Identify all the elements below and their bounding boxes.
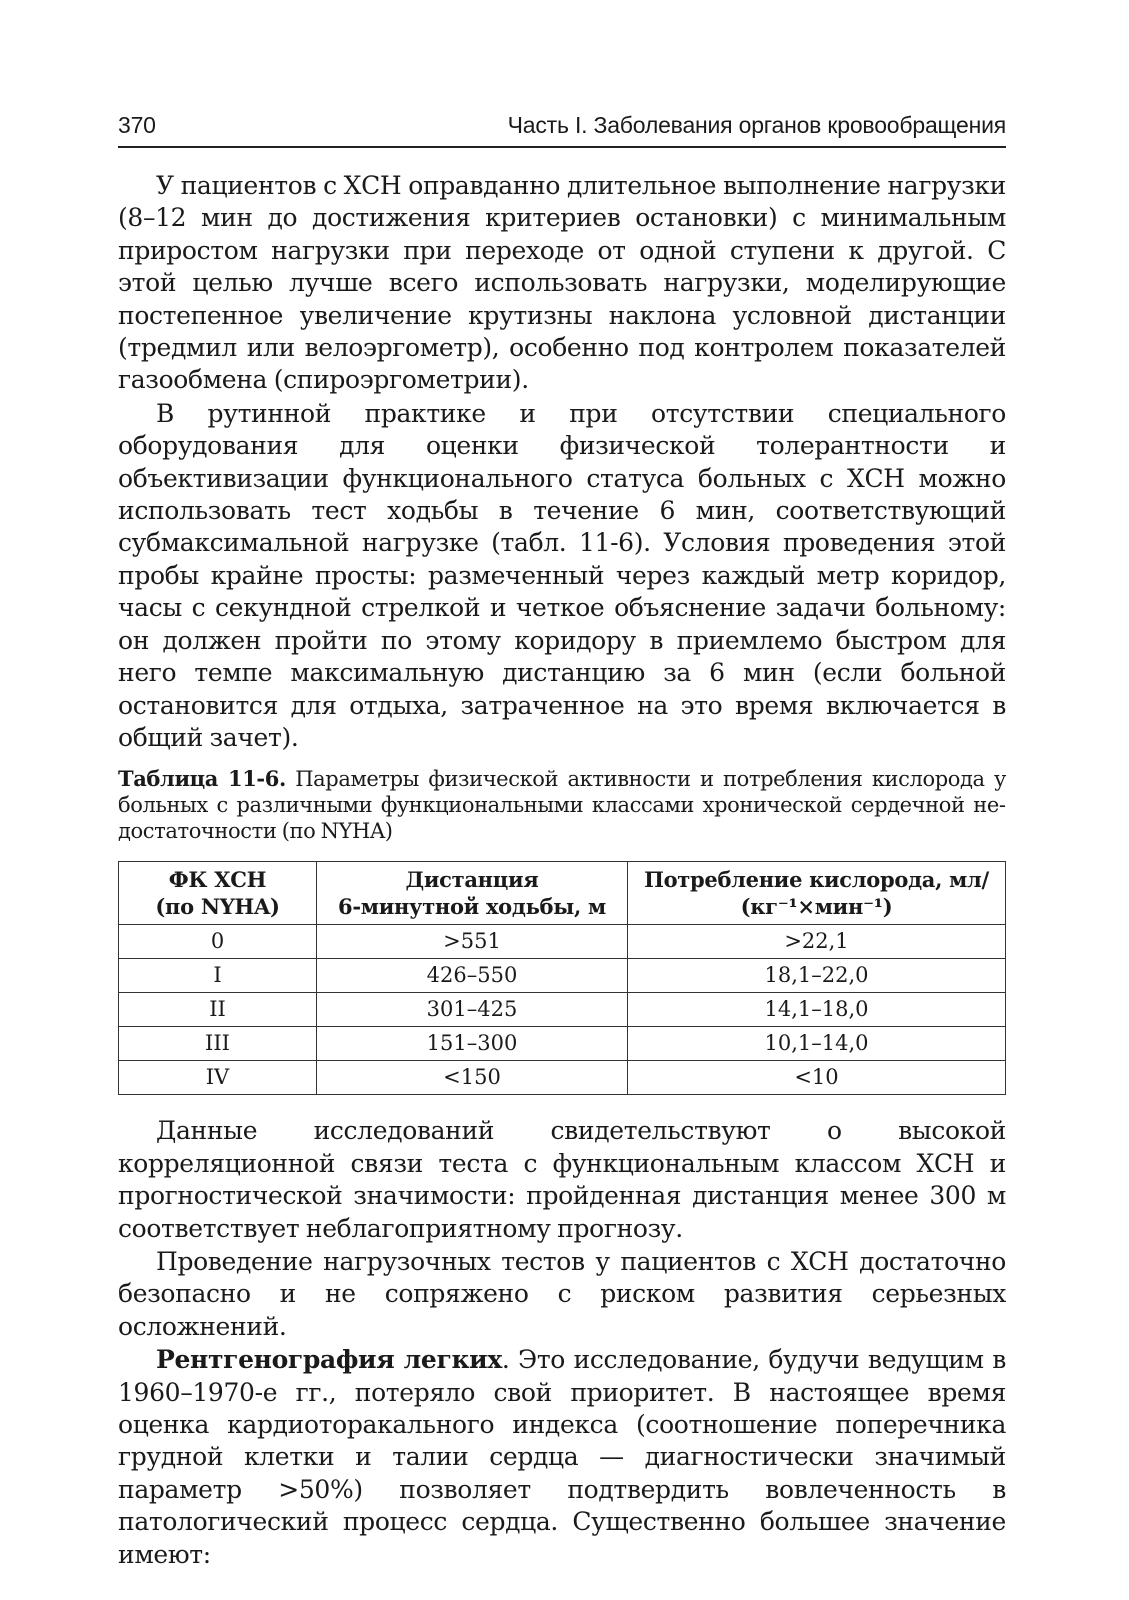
column-header: ФК ХСН (по NYHA) <box>119 862 317 925</box>
table-row <box>119 959 1006 993</box>
table-cell: III <box>119 1027 317 1061</box>
page-content <box>118 170 1006 1571</box>
table-caption <box>118 766 1006 844</box>
table-cell: I <box>119 959 317 993</box>
running-header <box>118 108 1006 148</box>
table-cell: 151–300 <box>317 1027 628 1061</box>
page-number: 370 <box>118 112 156 138</box>
nyha-table <box>118 861 1006 1095</box>
table-caption-text: Параметры физической активности и потребления кислорода у больных с различными функциональными классами хронической сердечной недостаточности (по NYHA) <box>118 767 1007 844</box>
column-header: Потребление кислорода, мл/ (кг⁻¹×мин⁻¹) <box>628 862 1006 925</box>
running-title: Часть I. Заболевания органов кровообращения <box>507 112 1006 138</box>
table-cell: >22,1 <box>628 925 1006 959</box>
table-cell: <10 <box>628 1061 1006 1095</box>
table-row <box>119 993 1006 1027</box>
table-cell: 14,1–18,0 <box>628 993 1006 1027</box>
paragraph-text: . Это исследование, будучи ведущим в 1960–1970-е гг., потеряло свой приоритет. В настоящее время оценка кардиоторакального индекса (соотношение поперечника грудной клетки и талии сердца — диагностически значимый параметр >50%) позволяет подтвердить вовлеченность в патологический процесс сердца. Существенно большее значение имеют: <box>118 1345 1006 1569</box>
table-header-row <box>119 862 1006 925</box>
paragraph: В рутинной практике и при отсутствии специального оборудования для оценки физической толерантности и объективизации функционального статуса больных с ХСН можно использовать тест ходьбы в течение 6 мин, соответствующий субмаксимальной нагрузке (табл. 11-6). Условия проведения этой пробы крайне просты: размеченный через каждый метр коридор, часы с секундной стрелкой и четкое объяснение задачи больному: он должен пройти по этому коридору в приемлемо быстром для него темпе максимальную дистанцию за 6 мин (если больной остановится для отдыха, затраченное на это время включается в общий зачет). <box>118 398 1006 752</box>
paragraph <box>118 1344 1006 1571</box>
paragraph: Проведение нагрузочных тестов у пациентов с ХСН достаточно безопасно и не сопряжено с риском развития серьезных осложнений. <box>118 1246 1006 1341</box>
paragraph: У пациентов с ХСН оправданно длительное выполнение нагрузки (8–12 мин до достижения критериев остановки) с минимальным приростом нагрузки при переходе от одной ступени к другой. С этой целью лучше всего использовать нагрузки, моделирующие постепенное увеличение крутизны наклона условной дистанции (тредмил или велоэргометр), особенно под контролем показателей газообмена (спироэргометрии). <box>118 171 1006 395</box>
table-cell: II <box>119 993 317 1027</box>
table-cell: >551 <box>317 925 628 959</box>
table-cell: 10,1–14,0 <box>628 1027 1006 1061</box>
table-cell: 18,1–22,0 <box>628 959 1006 993</box>
table-caption-label: Таблица 11-6. <box>118 766 286 792</box>
table-row <box>119 1061 1006 1095</box>
table-cell: 0 <box>119 925 317 959</box>
table-cell: <150 <box>317 1061 628 1095</box>
table-row <box>119 925 1006 959</box>
section-lead: Рентгенография легких <box>156 1345 502 1375</box>
paragraph: Данные исследований свидетельствуют о высокой корреляционной связи теста с функциональным классом ХСН и прогностической значимости: пройденная дистанция менее 300 м соответствует неблагоприятному прогнозу. <box>118 1116 1006 1243</box>
column-header: Дистанция 6-минутной ходьбы, м <box>317 862 628 925</box>
table-cell: 301–425 <box>317 993 628 1027</box>
table-cell: 426–550 <box>317 959 628 993</box>
table-cell: IV <box>119 1061 317 1095</box>
text-after-table <box>118 1115 1006 1571</box>
table-row <box>119 1027 1006 1061</box>
